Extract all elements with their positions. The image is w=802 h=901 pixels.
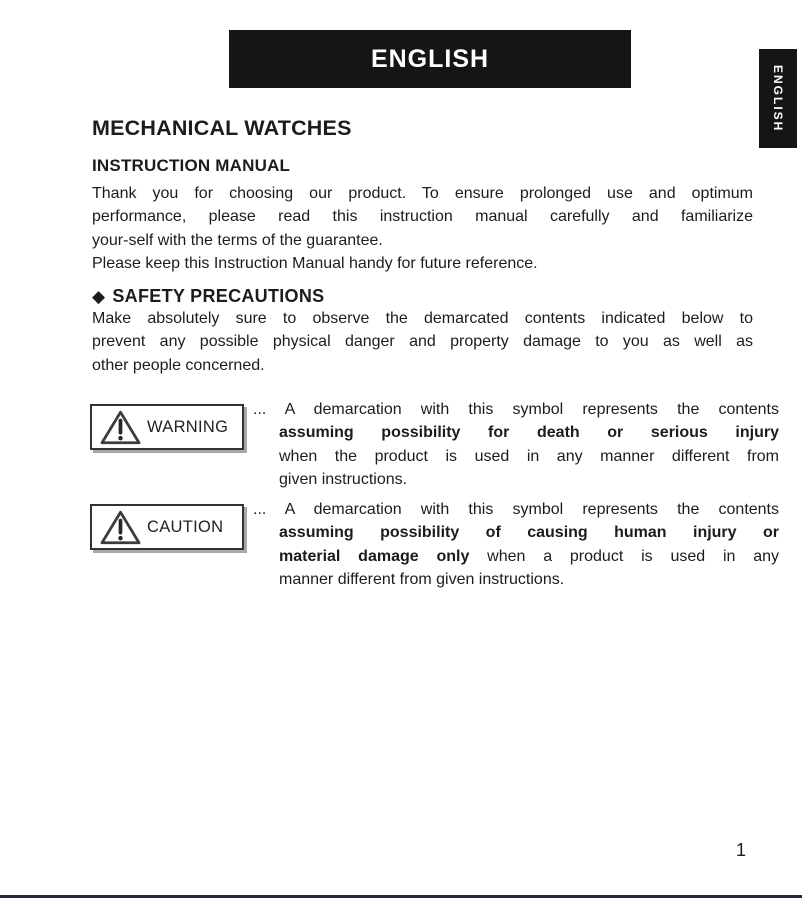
intro-paragraph: Thank you for choosing our product. To ensure prolonged use and optimum performance, please read this instruction manual carefully and familiarize your-self with the terms of the guarantee. [92,185,753,249]
page-number: 1 [735,840,746,860]
caution-row [0,498,802,594]
diamond-icon: ◆ [92,287,106,306]
warning-row [0,398,802,494]
page-title: MECHANICAL WATCHES [92,116,352,140]
caution-label: CAUTION [147,517,224,536]
language-banner-label: ENGLISH [370,44,490,73]
safety-paragraph: Make absolutely sure to observe the demarcated contents indicated below to prevent any possible physical danger and property damage to you as well as other people concerned. [92,310,753,374]
safety-precautions-label: SAFETY PRECAUTIONS [112,286,325,306]
instruction-manual-heading: INSTRUCTION MANUAL [92,156,291,175]
warning-label: WARNING [147,417,229,436]
safety-precautions-heading [92,286,324,307]
warning-box [90,404,244,450]
warning-triangle-icon [99,509,142,546]
side-tab-english [759,49,797,148]
caution-box [90,504,244,550]
warning-description: ... A demarcation with this symbol represents the contents assuming possibility for death or serious injury when the product is used in any manner different from given instructions. [253,401,779,489]
footer-divider [0,895,802,898]
caution-description: ... A demarcation with this symbol represents the contents assuming possibility of causing human injury or material damage only when a product is used in any manner different from given instructions. [253,501,779,589]
language-banner [229,30,631,88]
warning-triangle-icon [99,409,142,446]
intro-block [92,182,753,276]
keep-note: Please keep this Instruction Manual handy for future reference. [92,255,538,273]
side-tab-label: ENGLISH [771,64,785,133]
